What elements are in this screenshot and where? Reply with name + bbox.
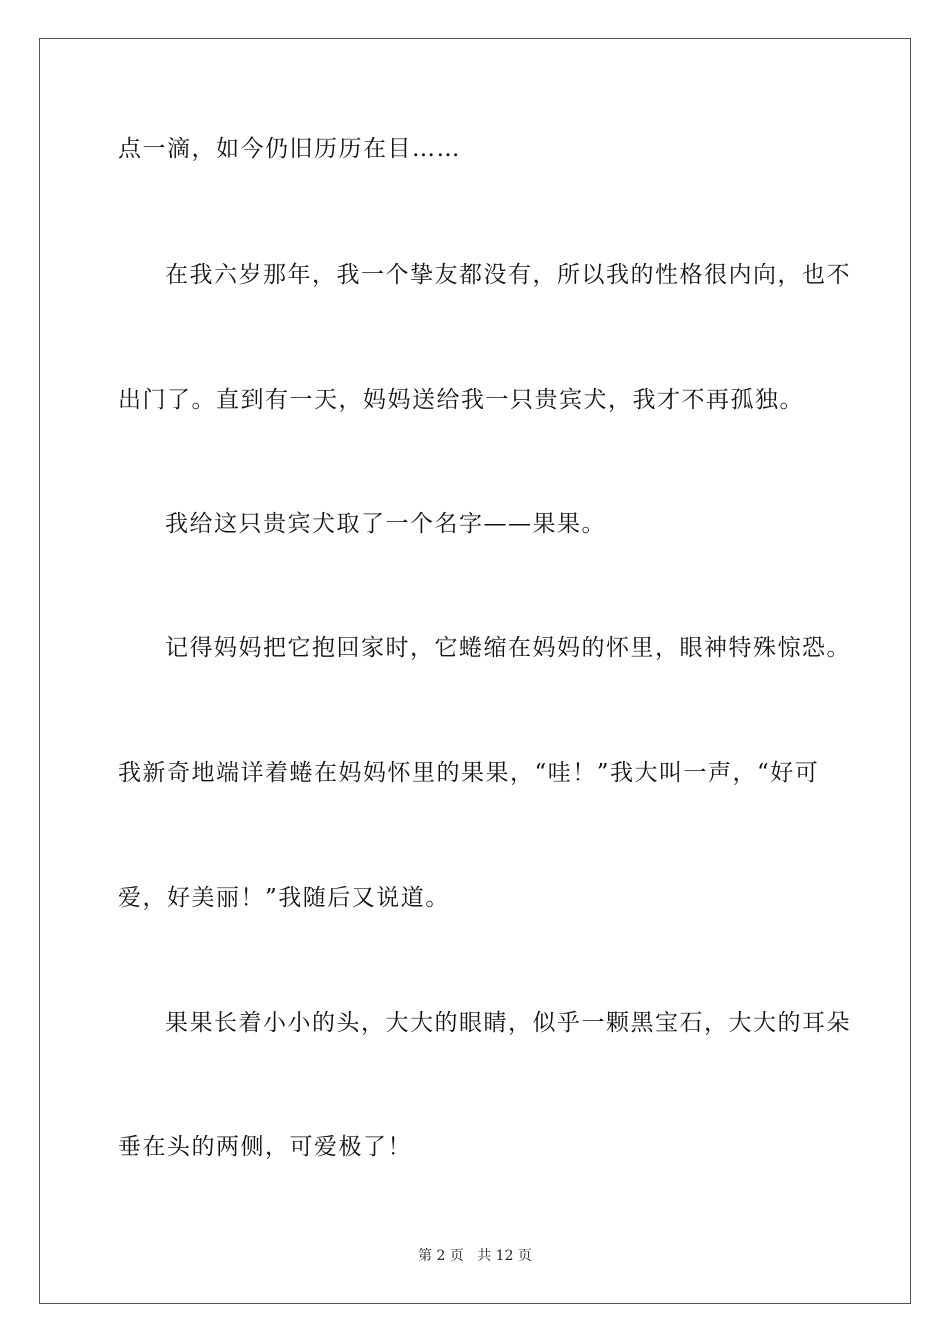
- text-line: 在我六岁那年，我一个挚友都没有，所以我的性格很内向，也不: [165, 262, 851, 288]
- text-line: 果果长着小小的头，大大的眼睛，似乎一颗黑宝石，大大的耳朵: [165, 1010, 851, 1036]
- text-line: 记得妈妈把它抱回家时，它蜷缩在妈妈的怀里，眼神特殊惊恐。: [165, 635, 851, 661]
- text-line: 爱，好美丽！”我随后又说道。: [118, 885, 450, 911]
- text-line: 出门了。直到有一天，妈妈送给我一只贵宾犬，我才不再孤独。: [118, 387, 804, 413]
- text-line: 垂在头的两侧，可爱极了！: [118, 1134, 412, 1160]
- text-line: 我给这只贵宾犬取了一个名字——果果。: [165, 511, 606, 537]
- text-line: 点一滴，如今仍旧历历在目……: [118, 136, 461, 162]
- text-line: 我新奇地端详着蜷在妈妈怀里的果果，“哇！”我大叫一声，“好可: [118, 760, 820, 786]
- page-footer: [0, 1247, 950, 1265]
- page-frame: [39, 38, 911, 1304]
- page-total: 共 12 页: [477, 1248, 532, 1264]
- page-number: 第 2 页: [418, 1248, 464, 1264]
